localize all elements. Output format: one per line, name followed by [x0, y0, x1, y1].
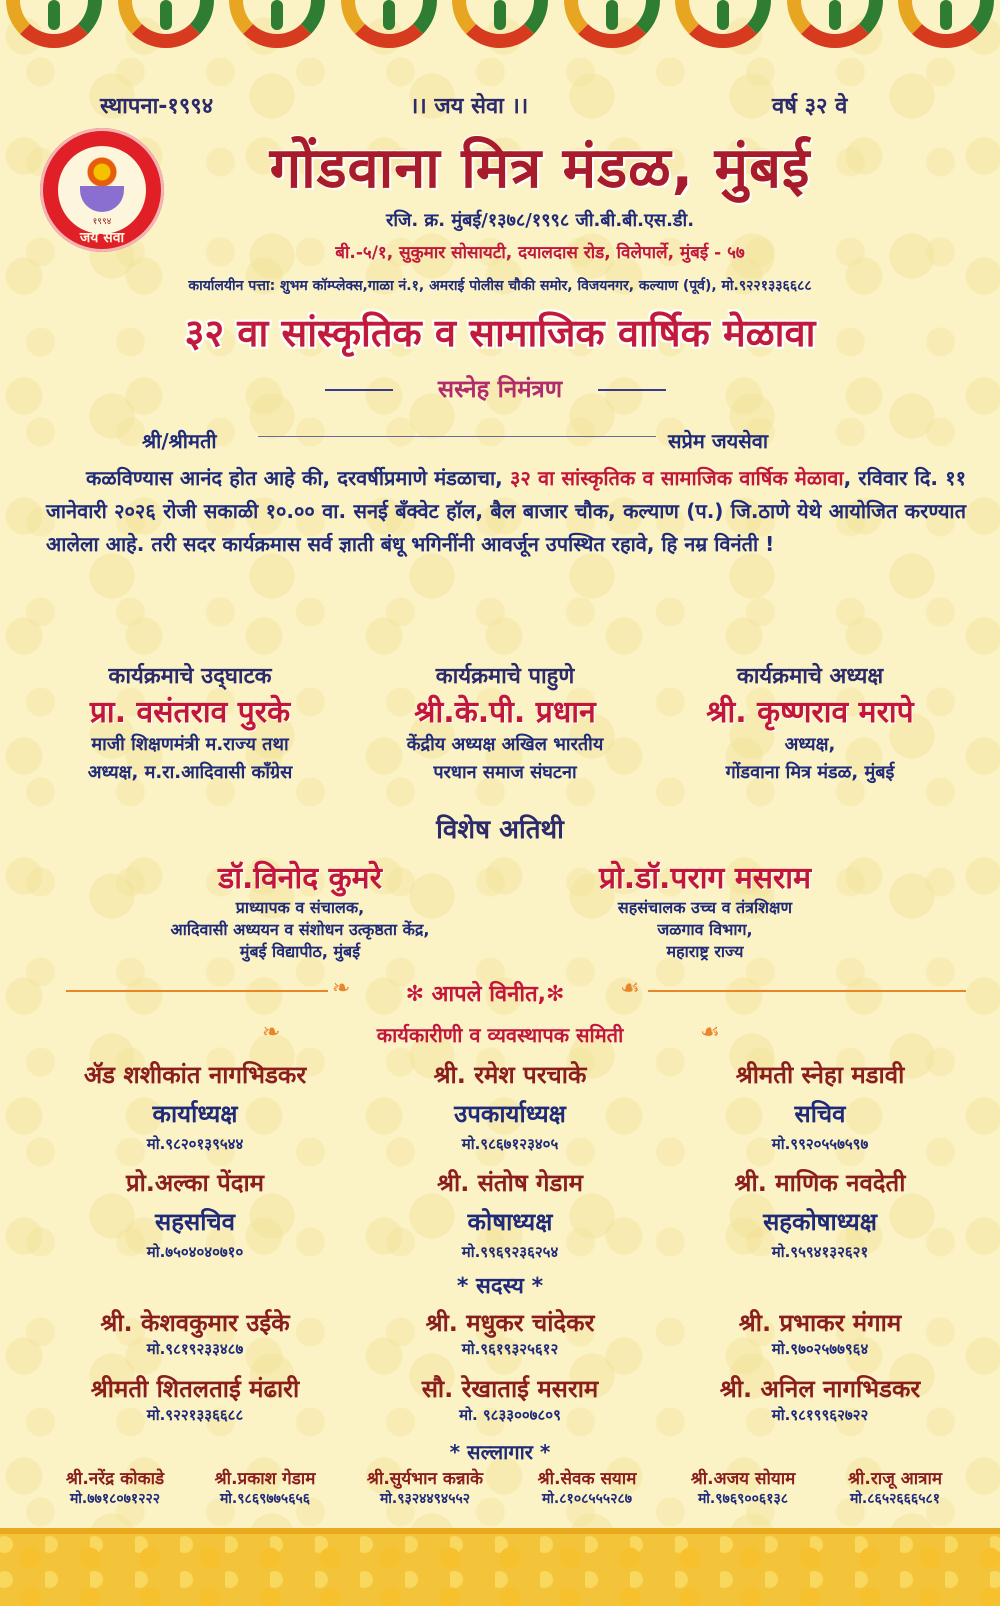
organization-name: गोंडवाना मित्र मंडळ, मुंबई [269, 136, 811, 201]
salutation-left: श्री/श्रीमती [142, 429, 217, 453]
organization-logo: १९९४ जय सेवा [40, 128, 164, 252]
member-card: श्री. केशवकुमार उईके मो.९८१९२३३४८७ [100, 1309, 290, 1358]
special-guest-2: प्रो.डॉ.पराग मसराम सहसंचालक उच्च व तंत्रशिक्षण जळगाव विभाग, महाराष्ट्र राज्य [598, 861, 812, 961]
marigold-garland [0, 0, 1000, 62]
special-guest-1: डॉ.विनोद कुमरे प्राध्यापक व संचालक, आदिवासी अध्ययन व संशोधन उत्कृष्ठता केंद्र, मुंबई विद्यापीठ, मुंबई [170, 861, 430, 961]
invitation-body: कळविण्यास आनंद होत आहे की, दरवर्षीप्रमाणे मंडळाचा, ३२ वा सांस्कृतिक व सामाजिक वार्षिक मेळावा, रविवार दि. ११ जानेवारी २०२६ रोजी सकाळी १०.०० वा. सनई बँक्वेट हॉल, बैल बाजार चौक, कल्याण (प.) जि.ठाणे येथे आयोजित करण्यात आलेला आहे. तरी सदर कार्यक्रमास सर्व ज्ञाती बंधू भगिनींनी आवर्जून उपस्थित रहावे, हि नम्र विनंती ! [46, 466, 966, 556]
advisor-card: श्री.सुर्यभान कन्नाके मो.९३२४४९४५५२ [366, 1469, 484, 1507]
officer-card: श्रीमती स्नेहा मडावी सचिव मो.९९२०५५७५९७ [735, 1061, 905, 1153]
invitation-heading: सस्नेह निमंत्रण [437, 375, 563, 403]
edition-year: वर्ष ३२ वे [772, 94, 848, 119]
established-year: स्थापना-१९९४ [100, 94, 214, 119]
divider [598, 389, 666, 391]
swirl-ornament-icon: ❧ [332, 976, 351, 1001]
advisor-card: श्री.सेवक सयाम मो.८१०८५५५२८७ [537, 1469, 637, 1507]
president-block: कार्यक्रमाचे अध्यक्ष श्री. कृष्णराव मरापे अध्यक्ष, गोंडवाना मित्र मंडळ, मुंबई [706, 664, 914, 783]
motto: ।। जय सेवा ।। [410, 94, 529, 119]
name-blank-line [258, 436, 656, 437]
member-card: सौ. रेखाताई मसराम मो. ९८३३००७८०९ [421, 1375, 599, 1424]
sign-off: ✻ आपले विनीत,✻ [405, 982, 565, 1007]
swirl-ornament-icon: ❧ [262, 1020, 281, 1045]
officer-card: श्री. संतोष गेडाम कोषाध्यक्ष मो.९९६९२३६२५४ [437, 1169, 583, 1261]
advisor-card: श्री.प्रकाश गेडाम मो.९८६९७७५६५६ [214, 1469, 316, 1507]
inaugurator-block: कार्यक्रमाचे उद्‌घाटक प्रा. वसंतराव पुरके माजी शिक्षणमंत्री म.राज्य तथा अध्यक्ष, म.रा.आदिवासी कॉंग्रेस [87, 664, 293, 783]
advisor-card: श्री.नरेंद्र कोकाडे मो.७७१८०७१२२२ [65, 1469, 165, 1507]
swirl-ornament-icon: ☙ [620, 976, 640, 1001]
lamp-flame-icon [86, 156, 118, 188]
office-address: कार्यालयीन पत्ता: शुभम कॉम्प्लेक्स,गाळा नं.१, अमराई पोलीस चौकी समोर, विजयनगर, कल्याण (पूर्व), मो.९२२१३३६६८८ [188, 278, 812, 294]
special-guests-heading: विशेष अतिथी [436, 815, 564, 845]
officer-card: प्रो.अल्का पेंदाम सहसचिव मो.७५०४०४०७१० [125, 1169, 265, 1261]
event-title: ३२ वा सांस्कृतिक व सामाजिक वार्षिक मेळावा [184, 311, 816, 355]
salutation-right: सप्रेम जयसेवा [668, 429, 769, 453]
divider [66, 990, 328, 992]
guest-block: कार्यक्रमाचे पाहुणे श्री.के.पी. प्रधान केंद्रीय अध्यक्ष अखिल भारतीय परधान समाज संघटना [406, 664, 604, 783]
divider [648, 990, 966, 992]
registration-number: रजि. क्र. मुंबई/१३७८/१९९८ जी.बी.बी.एस.डी. [385, 210, 695, 231]
lamp-icon [80, 186, 124, 212]
advisors-heading: * सल्लागार * [449, 1440, 551, 1464]
officer-card: ॲड शशीकांत नागभिडकर कार्याध्यक्ष मो.९८२०१३९५४४ [83, 1061, 307, 1153]
members-heading: * सदस्य * [456, 1274, 544, 1299]
address: बी.-५/१, सुकुमार सोसायटी, दयालदास रोड, विलेपार्ले, मुंबई - ५७ [335, 243, 745, 263]
member-card: श्री. अनिल नागभिडकर मो.९८१९९६२७२२ [719, 1375, 921, 1424]
floral-footer-border [0, 1528, 1000, 1606]
swirl-ornament-icon: ☙ [700, 1020, 720, 1045]
officer-card: श्री. माणिक नवदेती सहकोषाध्यक्ष मो.९५९४१३२६२१ [734, 1169, 906, 1261]
advisor-card: श्री.अजय सोयाम मो.९७६९००६१३८ [690, 1469, 796, 1507]
member-card: श्रीमती शितलताई मंढारी मो.९२२१३३६६८८ [90, 1375, 300, 1424]
member-card: श्री. मधुकर चांदेकर मो.९६१९३२५६१२ [425, 1309, 595, 1358]
member-card: श्री. प्रभाकर मंगाम मो.९७०२५७७९६४ [738, 1309, 902, 1358]
officer-card: श्री. रमेश परचाके उपकार्याध्यक्ष मो.९८६७१२३४०५ [433, 1061, 587, 1153]
advisor-card: श्री.राजू आत्राम मो.८६५२६६६५८१ [847, 1469, 943, 1507]
committee-heading: कार्यकारीणी व व्यवस्थापक समिती [376, 1023, 624, 1047]
